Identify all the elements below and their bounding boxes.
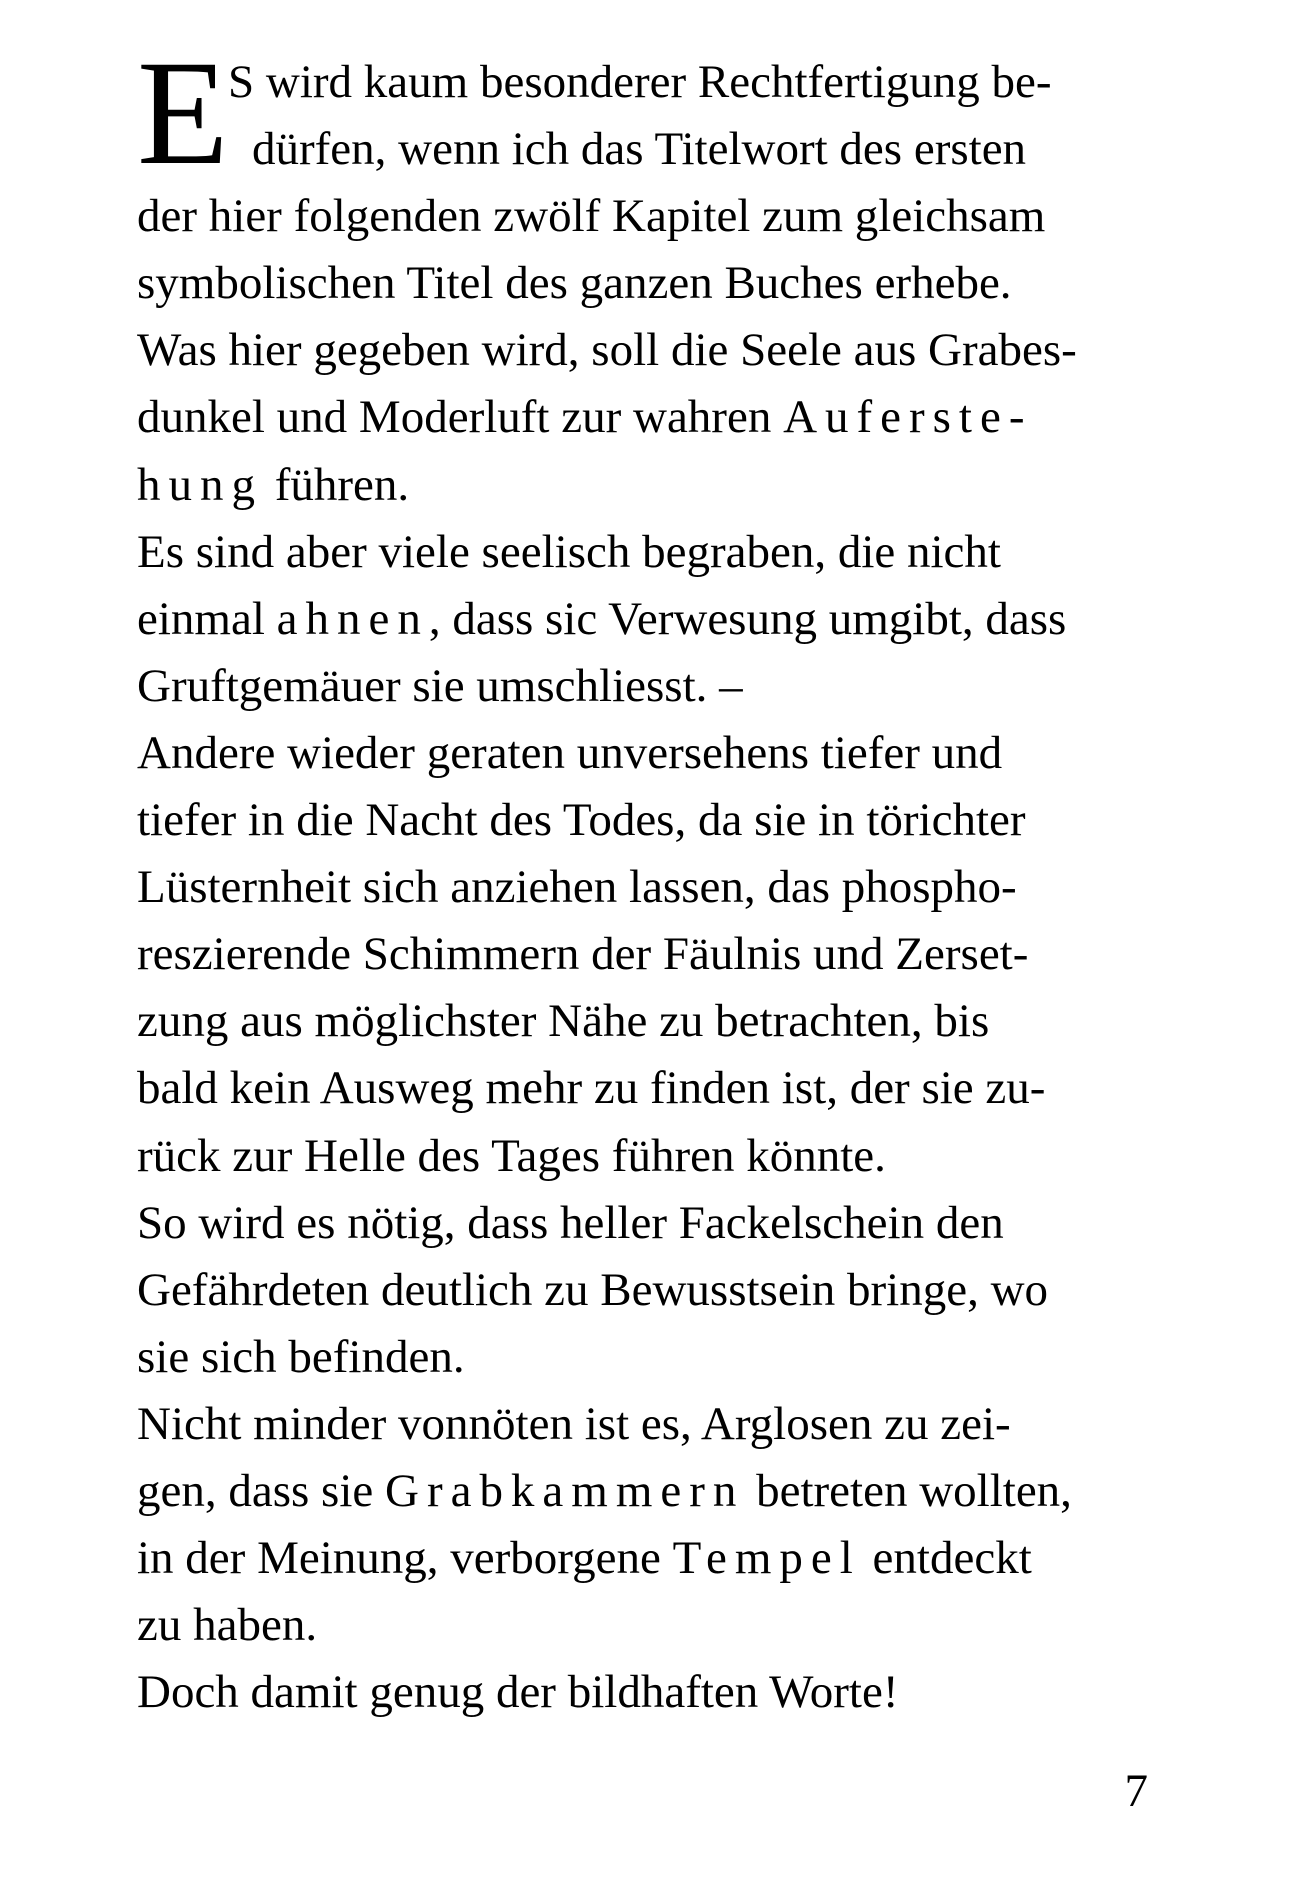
text-line [137, 317, 1148, 384]
text-run: , dass sic Verwesung umgibt, dass [428, 592, 1067, 645]
spaced-emphasis: Grabkammern [385, 1464, 745, 1517]
text-line [137, 1123, 1148, 1190]
text-line [137, 586, 1148, 653]
drop-cap: E [137, 30, 229, 196]
text-run: Es sind aber viele seelisch begraben, die nicht [137, 525, 1001, 578]
text-run: So wird es nötig, dass heller Fackelschein den [137, 1196, 1004, 1249]
spaced-emphasis: Auferste- [783, 391, 1033, 444]
text-run: zung aus möglichster Nähe zu betrachten, bis [137, 995, 990, 1048]
text-run: führen. [262, 458, 410, 511]
text-run: Andere wieder geraten unversehens tiefer und [137, 726, 1003, 779]
text-line [137, 1592, 1148, 1659]
text-run: der hier folgenden zwölf Kapitel zum gleichsam [137, 190, 1046, 243]
text-line [137, 1391, 1148, 1458]
spaced-emphasis: hung [137, 458, 263, 511]
text-run: betreten wollten, [744, 1464, 1072, 1517]
text-line [137, 720, 1148, 787]
text-run: Lüsternheit sich anziehen lassen, das phospho- [137, 861, 1017, 914]
text-run: zu haben. [137, 1599, 318, 1652]
text-run: dunkel und Moderluft zur wahren [137, 391, 784, 444]
spaced-emphasis: ahnen [276, 592, 429, 645]
text-run: reszierende Schimmern der Fäulnis und Zerset- [137, 928, 1029, 981]
text-run: symbolischen Titel des ganzen Buches erhebe. [137, 257, 1012, 310]
text-line [137, 988, 1148, 1055]
text-run: Gruftgemäuer sie umschliesst. – [137, 659, 743, 712]
text-run: sie sich befinden. [137, 1330, 465, 1383]
text-run: einmal [137, 592, 277, 645]
text-run: Nicht minder vonnöten ist es, Arglosen zu zei- [137, 1397, 1011, 1450]
text-line [252, 116, 1148, 183]
text-run: Was hier gegeben wird, soll die Seele aus Grabes- [137, 324, 1077, 377]
text-run: Gefährdeten deutlich zu Bewusstsein bringe, wo [137, 1263, 1049, 1316]
page-number: 7 [1124, 1765, 1148, 1817]
text-line [137, 1324, 1148, 1391]
spaced-emphasis: Tempel [672, 1532, 861, 1585]
text-run: S wird kaum besonderer Rechtfertigung be- [228, 56, 1052, 108]
text-line [137, 384, 1148, 451]
text-line [137, 519, 1148, 586]
text-line [137, 653, 1148, 720]
text-line [137, 452, 1148, 519]
text-line [137, 787, 1148, 854]
text-line [137, 1190, 1148, 1257]
text-run: gen, dass sie [137, 1464, 386, 1517]
text-run: bald kein Ausweg mehr zu finden ist, der sie zu- [137, 1062, 1046, 1115]
text-line [137, 921, 1148, 988]
text-line [137, 1525, 1148, 1592]
body-text [137, 49, 1148, 1726]
text-line [137, 854, 1148, 921]
text-line [137, 1055, 1148, 1122]
text-run: entdeckt [860, 1532, 1032, 1585]
text-run: Doch damit genug der bildhaften Worte! [137, 1666, 899, 1719]
text-line [137, 1659, 1148, 1726]
text-run: tiefer in die Nacht des Todes, da sie in törichter [137, 794, 1026, 847]
text-line [137, 1257, 1148, 1324]
text-run: rück zur Helle des Tages führen könnte. [137, 1129, 886, 1182]
text-line [137, 183, 1148, 250]
text-line [137, 250, 1148, 317]
text-line [228, 49, 1148, 116]
text-run: dürfen, wenn ich das Titelwort des ersten [252, 123, 1027, 176]
text-run: in der Meinung, verborgene [137, 1532, 673, 1585]
text-line [137, 1458, 1148, 1525]
